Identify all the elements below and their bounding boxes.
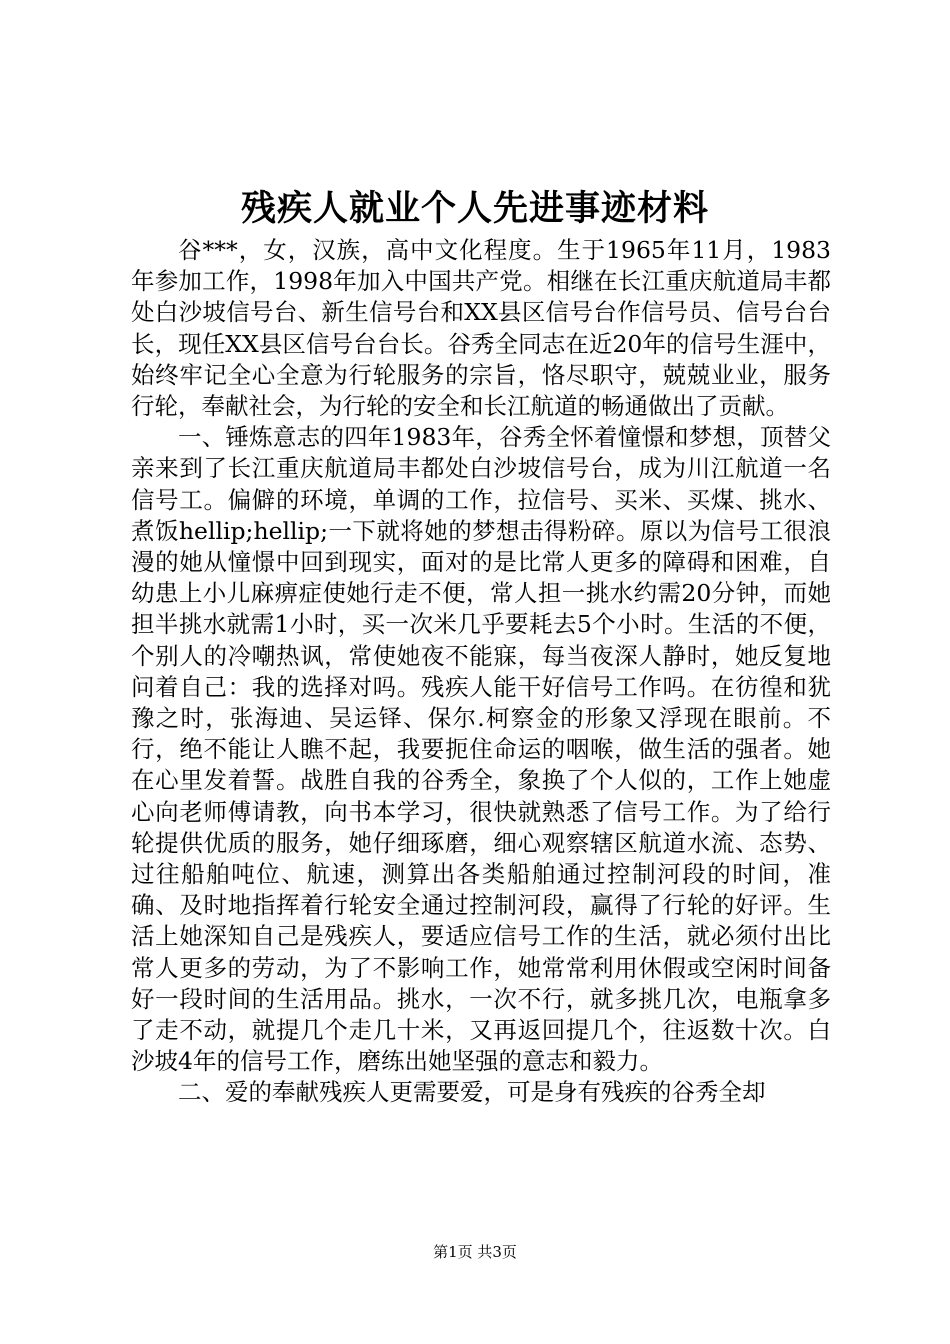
paragraph-section-one: 一、锤炼意志的四年1983年，谷秀全怀着憧憬和梦想，顶替父亲来到了长江重庆航道局丰都处白沙坡信号台，成为川江航道一名信号工。偏僻的环境，单调的工作，拉信号、买米、买煤、挑水、煮饭hellip;hellip;一下就将她的梦想击得粉碎。原以为信号工很浪漫的她从憧憬中回到现实，面对的是比常人更多的障碍和困难，自幼患上小儿麻痹症使她行走不便，常人担一挑水约需20分钟，而她担半挑水就需1小时，买一次米几乎要耗去5个小时。生活的不便，个别人的冷嘲热讽，常使她夜不能寐，每当夜深人静时，她反复地问着自己：我的选择对吗。残疾人能干好信号工作吗。在彷徨和犹豫之时，张海迪、吴运铎、保尔.柯察金的形象又浮现在眼前。不行，绝不能让人瞧不起，我要扼住命运的咽喉，做生活的强者。她在心里发着誓。战胜自我的谷秀全，象换了个人似的，工作上她虚心向老师傅请教，向书本学习，很快就熟悉了信号工作。为了给行轮提供优质的服务，她仔细琢磨，细心观察辖区航道水流、态势、过往船舶吨位、航速，测算出各类船舶通过控制河段的时间，准确、及时地指挥着行轮安全通过控制河段，赢得了行轮的好评。生活上她深知自己是残疾人，要适应信号工作的生活，就必须付出比常人更多的劳动，为了不影响工作，她常常利用休假或空闲时间备好一段时间的生活用品。挑水，一次不行，就多挑几次，电瓶拿多了走不动，就提几个走几十米，又再返回提几个，往返数十次。白沙坡4年的信号工作，磨练出她坚强的意志和毅力。: [131, 423, 831, 1076]
page-footer: 第1页 共3页: [433, 1243, 517, 1261]
document-body: [131, 235, 831, 1109]
paragraph-section-two: 二、爱的奉献残疾人更需要爱，可是身有残疾的谷秀全却: [178, 1078, 766, 1107]
paragraph-intro: 谷***，女，汉族，高中文化程度。生于1965年11月，1983年参加工作，1998年加入中国共产党。相继在长江重庆航道局丰都处白沙坡信号台、新生信号台和XX县区信号台作信号员、信号台台长，现任XX县区信号台台长。谷秀全同志在近20年的信号生涯中，始终牢记全心全意为行轮服务的宗旨，恪尽职守，兢兢业业，服务行轮，奉献社会，为行轮的安全和长江航道的畅通做出了贡献。: [131, 236, 831, 421]
document-title: 残疾人就业个人先进事迹材料: [240, 188, 709, 229]
